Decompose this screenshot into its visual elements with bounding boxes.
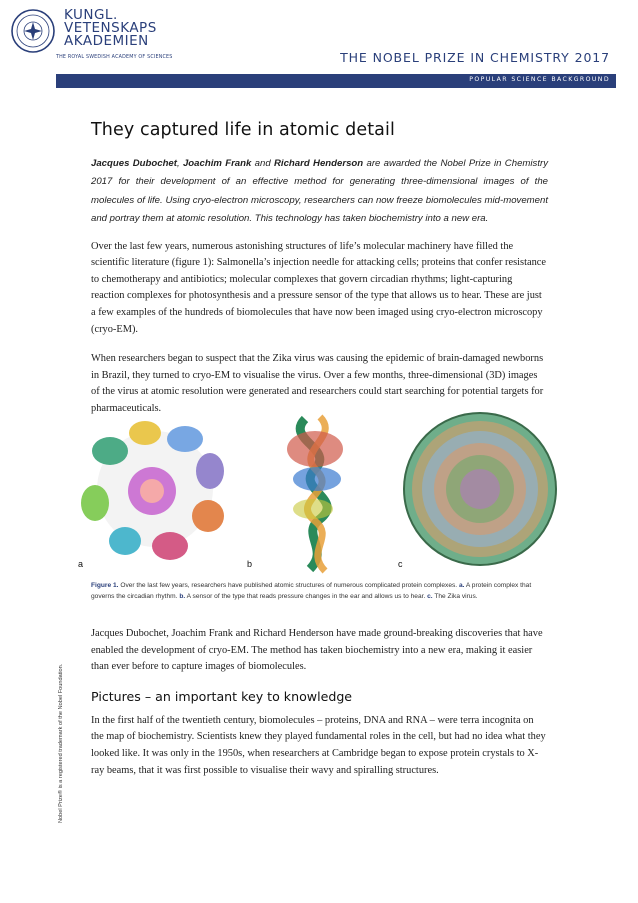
caption-text: A sensor of the type that reads pressure changes in the ear and allows us to hear. [185, 593, 428, 600]
caption-label: b. [179, 593, 186, 600]
figure-1 [70, 409, 610, 574]
figure-panel-label: c [398, 559, 403, 569]
intro-separator: and [251, 158, 274, 169]
laureate-name: Joachim Frank [182, 158, 252, 169]
header-bar [56, 74, 616, 88]
figure-panel-label: a [78, 559, 84, 569]
body-paragraph: Jacques Dubochet, Joachim Frank and Richard Henderson have made ground-breaking discoveries that have enabled the development of cryo-EM. The method has taken biochemistry into a new era, making it easier than ever before to capture images of biomolecules. [91, 628, 543, 673]
article-body-lower [91, 626, 548, 792]
academy-tagline: THE ROYAL SWEDISH ACADEMY OF SCIENCES [56, 55, 173, 60]
trademark-side-note: Nobel Prize® is a registered trademark of the Nobel Foundation. [58, 663, 64, 823]
academy-seal-logo [10, 8, 56, 54]
body-paragraph: In the first half of the twentieth century, biomolecules – proteins, DNA and RNA – were terra incognita on the map of biochemistry. Scientists knew they played fundamental roles in the cell, but had no idea what they looked like. It was only in the 1950s, when researchers at Cambridge began to expose protein crystals to X-ray beams, that it was first possible to visualise their wavy and spiralling structures. [91, 714, 546, 776]
article-intro [91, 155, 548, 229]
header-subtitle: POPULAR SCIENCE BACKGROUND [469, 76, 610, 83]
caption-text: The Zika virus. [432, 593, 478, 600]
caption-label: c. [427, 593, 433, 600]
caption-text: A protein complex that governs the circadian rhythm. [91, 582, 532, 600]
intro-text: are awarded the Nobel Prize in Chemistry 2017 for their development of an effective method for generating three-dimensional images of the molecules of life. Using cryo-electron microscopy, researchers can now freeze biomolecules mid-movement and portray them at atomic resolution. This technology has taken biochemistry into a new era. [91, 158, 548, 225]
header-title: THE NOBEL PRIZE IN CHEMISTRY 2017 [340, 50, 610, 65]
body-paragraph: When researchers began to suspect that the Zika virus was causing the epidemic of brain-damaged newborns in Brazil, they turned to cryo-EM to visualise the virus. Over a few months, three-dimensional (3D) images of the virus at atomic resolution were generated and researchers could start searching for potential targets for pharmaceuticals. [91, 353, 544, 414]
caption-label: a. [458, 582, 465, 589]
ear-sensor-image [255, 409, 375, 574]
academy-name [64, 9, 184, 48]
academy-name-line-2: VETENSKAPS [64, 20, 157, 36]
protein-complex-image [70, 411, 255, 576]
figure-caption [91, 580, 548, 602]
zika-virus-image [400, 409, 560, 569]
article-body [91, 120, 548, 431]
laureate-name: Richard Henderson [274, 158, 364, 169]
academy-name-line-3: AKADEMIEN [64, 33, 149, 49]
laureate-name: Jacques Dubochet [91, 158, 177, 169]
caption-label: Figure 1. [91, 582, 119, 589]
article-title: They captured life in atomic detail [91, 120, 395, 140]
section-heading: Pictures – an important key to knowledge [91, 688, 353, 704]
caption-text: Over the last few years, researchers have published atomic structures of numerous complicated protein complexes. [118, 582, 459, 589]
figure-panel-label: b [247, 559, 253, 569]
academy-name-line-1: KUNGL. [64, 7, 118, 23]
intro-separator: , [176, 158, 183, 169]
body-paragraph: Over the last few years, numerous astonishing structures of life’s molecular machinery have filled the scientific literature (figure 1): Salmonella’s injection needle for attacking cells; proteins that confer resistance to chemotherapy and antibiotics; molecular complexes that govern circadian rhythms; light-capturing reaction complexes for photosynthesis and a pressure sensor of the type that allows us to hear. These are just a few examples of the hundreds of biomolecules that have now been imaged using cryo-electron microscopy (cryo-EM). [91, 240, 546, 335]
